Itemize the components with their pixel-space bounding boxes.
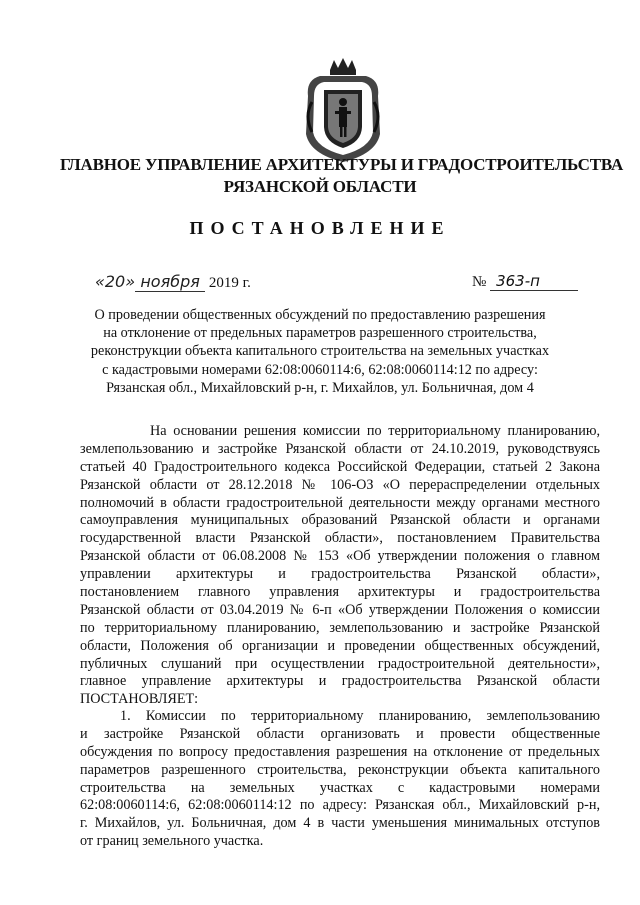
date-month: ноября: [135, 272, 205, 292]
body-line: самоуправления муниципальных образований Рязанской области и органами: [80, 512, 600, 529]
body-line: управлении архитектуры и градостроительства Рязанской области»,: [80, 566, 600, 583]
body-line: г. Михайлов, ул. Больничная, дом 4 в части уменьшения минимальных отступов: [80, 815, 600, 832]
subject-line: О проведении общественных обсуждений по предоставлению разрешения: [94, 307, 546, 323]
body-line: и застройке Рязанской области организовать и провести общественные: [80, 725, 600, 742]
body-line: строительства на земельных участках с кадастровыми номерами: [80, 779, 600, 796]
body-line: статьей 40 Градостроительного кодекса Российской Федерации, статьей 2 Закона: [80, 458, 600, 475]
body-line: землепользованию и застройке Рязанской области от 24.10.2019, руководствуясь: [80, 440, 600, 457]
document-type-title: ПОСТАНОВЛЕНИЕ: [189, 218, 451, 238]
body-line: Рязанской области от 03.04.2019 № 6-п «Об утверждении Положения о комиссии: [80, 601, 600, 618]
body-line: от границ земельного участка.: [80, 833, 264, 850]
subject-line: с кадастровыми номерами 62:08:0060114:6, 62:08:0060114:12 по адресу:: [102, 361, 538, 378]
organization-name: [60, 154, 624, 198]
date-year: 2019 г.: [208, 275, 251, 291]
body-line: параметров разрешенного строительства, реконструкции объекта капитального: [80, 761, 600, 778]
body-line: государственной власти Рязанской области», постановлением Правительства: [80, 530, 600, 547]
number-value: 363-п: [490, 272, 578, 291]
subject-line: на отклонение от предельных параметров разрешенного строительства,: [103, 325, 537, 342]
ryazan-coat-of-arms-icon: [300, 56, 386, 166]
body-line: ПОСТАНОВЛЯЕТ:: [80, 691, 199, 708]
item-1-paragraph: [80, 708, 600, 851]
body-line: области, Положения об организации и проведении общественных обсуждений,: [80, 637, 600, 654]
body-line: Рязанской области от 28.12.2018 № 106-ОЗ «О перераспределении отдельных: [80, 476, 600, 493]
number-prefix: №: [472, 274, 487, 290]
body-line: 62:08:0060114:6, 62:08:0060114:12 по адресу: Рязанская обл., Михайловский р-н,: [80, 797, 600, 814]
body-line: публичных слушаний при осуществлении градостроительной деятельности»,: [80, 655, 600, 672]
document-subject: [80, 306, 560, 397]
document-number: [472, 272, 578, 291]
body-line: На основании решения комиссии по территориальному планированию,: [150, 423, 600, 439]
preamble-paragraph: [80, 423, 600, 709]
document-date: [95, 272, 251, 292]
body-line: полномочий в области градостроительной деятельности между органами местного: [80, 494, 600, 511]
subject-line: реконструкции объекта капитального строительства на земельных участках: [90, 343, 550, 360]
body-line: 1. Комиссии по территориальному планированию, землепользованию: [120, 708, 600, 724]
subject-line: Рязанская обл., Михайловский р-н, г. Михайлов, ул. Больничная, дом 4: [106, 379, 534, 396]
body-line: по территориальному планированию, землепользованию и застройке Рязанской: [80, 619, 600, 636]
org-line-2: РЯЗАНСКОЙ ОБЛАСТИ: [223, 177, 417, 196]
date-day: «20»: [95, 272, 136, 291]
body-line: обсуждения по вопросу предоставления разрешения на отклонение от предельных: [80, 743, 600, 760]
org-line-1: ГЛАВНОЕ УПРАВЛЕНИЕ АРХИТЕКТУРЫ И ГРАДОСТРОИТЕЛЬСТВА: [60, 155, 624, 174]
body-line: Рязанской области от 06.08.2008 № 153 «Об утверждении положения о главном: [80, 548, 600, 565]
body-line: постановлением главного управления архитектуры и градостроительства: [80, 584, 600, 601]
body-line: главное управление архитектуры и градостроительства Рязанской области: [80, 673, 600, 690]
